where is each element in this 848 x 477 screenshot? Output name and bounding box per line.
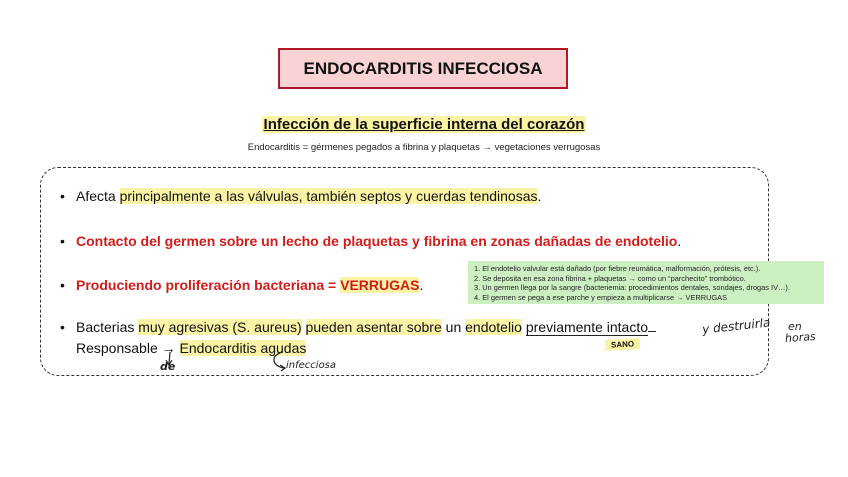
sano-label: SANO	[605, 338, 641, 351]
subtitle-text: Infección de la superficie interna del corazón	[263, 116, 585, 133]
underlined-text: previamente intacto	[525, 319, 649, 335]
green-note-line: 2. Se deposita en esa zona fibrina + plaquetas → como un “parchecito” trombótico.	[474, 273, 746, 283]
curved-arrow-icon	[274, 352, 284, 368]
bullet-highlight: Endocarditis agudas	[179, 340, 307, 356]
bullet-highlight: principalmente a las válvulas, también septos y cuerdas tendinosas	[119, 188, 538, 204]
bullet-highlight: muy agresivas (S. aureus)	[138, 319, 302, 335]
green-note-line: 4. El germen se pega a ese parche y empieza a multiplicarse → VERRUGAS	[474, 292, 728, 302]
bullet-text: un	[441, 319, 466, 335]
bullet-dot-icon: •	[60, 188, 65, 204]
bullet-text: .	[677, 233, 682, 249]
bullet-text: Afecta	[76, 188, 120, 204]
bullet-dot-icon: •	[60, 319, 65, 335]
bullet-text: Bacterias	[76, 319, 139, 335]
definition: Endocarditis = gérmenes pegados a fibrina y plaquetas → vegetaciones verrugosas	[247, 142, 601, 153]
bullet-text: .	[537, 188, 542, 204]
green-note-line: 3. Un germen llega por la sangre (bacteriemia: procedimientos dentales, sondajes, drogas IV…).	[474, 283, 790, 293]
handwritten-infecciosa: infecciosa	[286, 360, 337, 371]
bullet-text: .	[419, 277, 424, 293]
bullet-dot-icon: •	[60, 277, 65, 293]
bullet-highlight: endotelio	[465, 319, 522, 335]
green-note-line: 1. El endotelio valvular está dañado (por fiebre reumática, malformación, prótesis, etc.).	[474, 264, 761, 273]
down-arrow-icon	[169, 352, 170, 364]
verrugas-highlight: VERRUGAS	[340, 277, 420, 293]
bullet-dot-icon: •	[60, 233, 65, 249]
bullet-highlight: pueden asentar sobre	[305, 319, 442, 335]
bullet-text: Responsable →	[76, 340, 180, 356]
handwritten-horas: horas	[784, 329, 817, 346]
bullet-red-text: Produciendo proliferación bacteriana =	[76, 277, 341, 293]
handwritten-en: en	[788, 320, 802, 333]
handwritten-de: de	[160, 360, 176, 373]
handwritten-destruirla: y destruirla	[701, 315, 771, 337]
page-title-text: ENDOCARDITIS INFECCIOSA	[303, 58, 543, 78]
bullet-red-text: Contacto del germen sobre un lecho de plaquetas y fibrina en zonas dañadas de endotelio	[76, 233, 678, 249]
